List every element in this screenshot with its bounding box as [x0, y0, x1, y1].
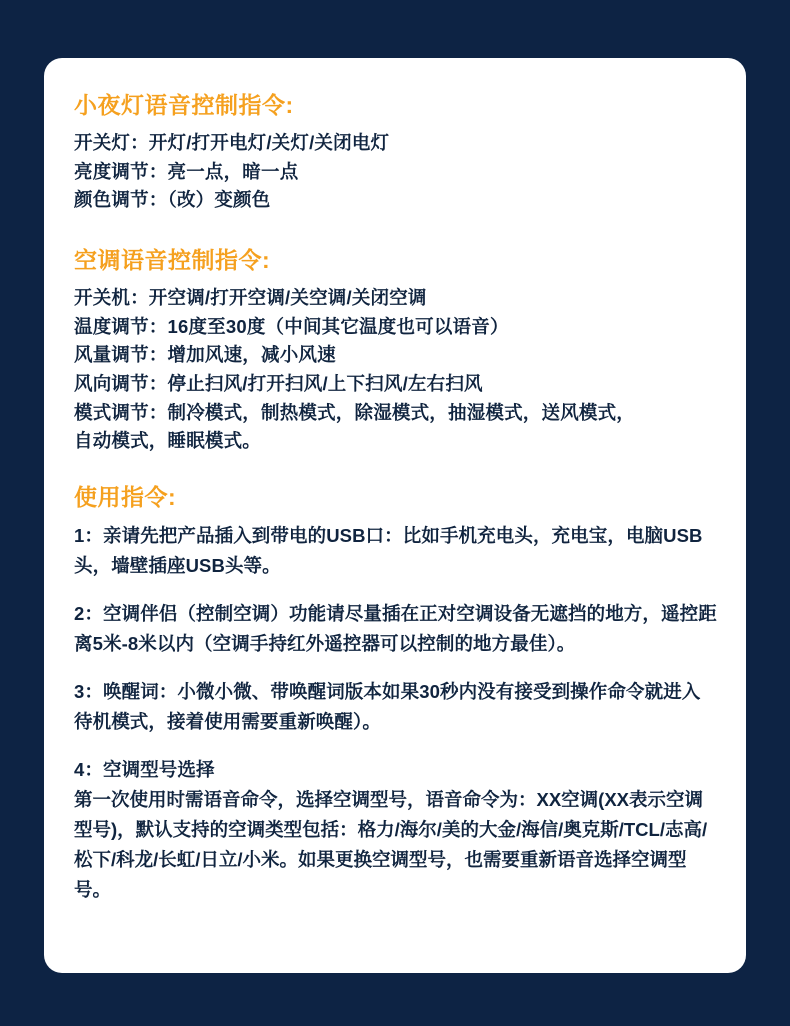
- instruction-card: [44, 58, 746, 973]
- aircon-line-4: 风向调节：停止扫风/打开扫风/上下扫风/左右扫风: [74, 373, 483, 395]
- aircon-line-1: 开关机：开空调/打开空调/关空调/关闭空调: [74, 287, 427, 309]
- usage-item-3: 3：唤醒词：小微小微、带唤醒词版本如果30秒内没有接受到操作命令就进入待机模式，接着使用需要重新唤醒）。: [74, 681, 701, 733]
- usage-item-1: 1：亲请先把产品插入到带电的USB口：比如手机充电头，充电宝，电脑USB头，墙壁插座USB头等。: [74, 525, 703, 577]
- section-usage: [74, 482, 718, 905]
- nightlight-line-2: 亮度调节：亮一点，暗一点: [74, 160, 299, 182]
- aircon-line-3: 风量调节：增加风速，减小风速: [74, 344, 336, 366]
- section-aircon: [74, 245, 718, 456]
- aircon-line-5: 模式调节：制冷模式，制热模式，除湿模式，抽湿模式，送风模式，: [74, 401, 636, 423]
- aircon-line-6: 自动模式，睡眠模式。: [74, 430, 262, 452]
- spacer-1: [74, 215, 718, 245]
- usage-item-4-title: 4：空调型号选择: [74, 759, 215, 780]
- nightlight-line-3: 颜色调节：（改）变颜色: [74, 189, 271, 211]
- section-title-aircon: 空调语音控制指令:: [74, 247, 271, 274]
- spacer-2: [74, 456, 718, 482]
- usage-item-4-body: 第一次使用时需语音命令，选择空调型号，语音命令为：XX空调(XX表示空调型号)，默认支持的空调类型包括：格力/海尔/美的大金/海信/奥克斯/TCL/志高/松下/科龙/长虹/日立/小米。如果更换空调型号，也需要重新语音选择空调型号。: [74, 788, 708, 900]
- section-nightlight: [74, 90, 718, 215]
- section-title-nightlight: 小夜灯语音控制指令:: [74, 92, 294, 118]
- nightlight-line-1: 开关灯：开灯/打开电灯/关灯/关闭电灯: [74, 132, 390, 154]
- section-title-usage: 使用指令:: [74, 484, 177, 511]
- aircon-line-2: 温度调节：16度至30度（中间其它温度也可以语音）: [74, 315, 509, 337]
- usage-item-2: 2：空调伴侣（控制空调）功能请尽量插在正对空调设备无遮挡的地方，遥控距离5米-8米以内（空调手持红外遥控器可以控制的地方最佳）。: [74, 603, 717, 655]
